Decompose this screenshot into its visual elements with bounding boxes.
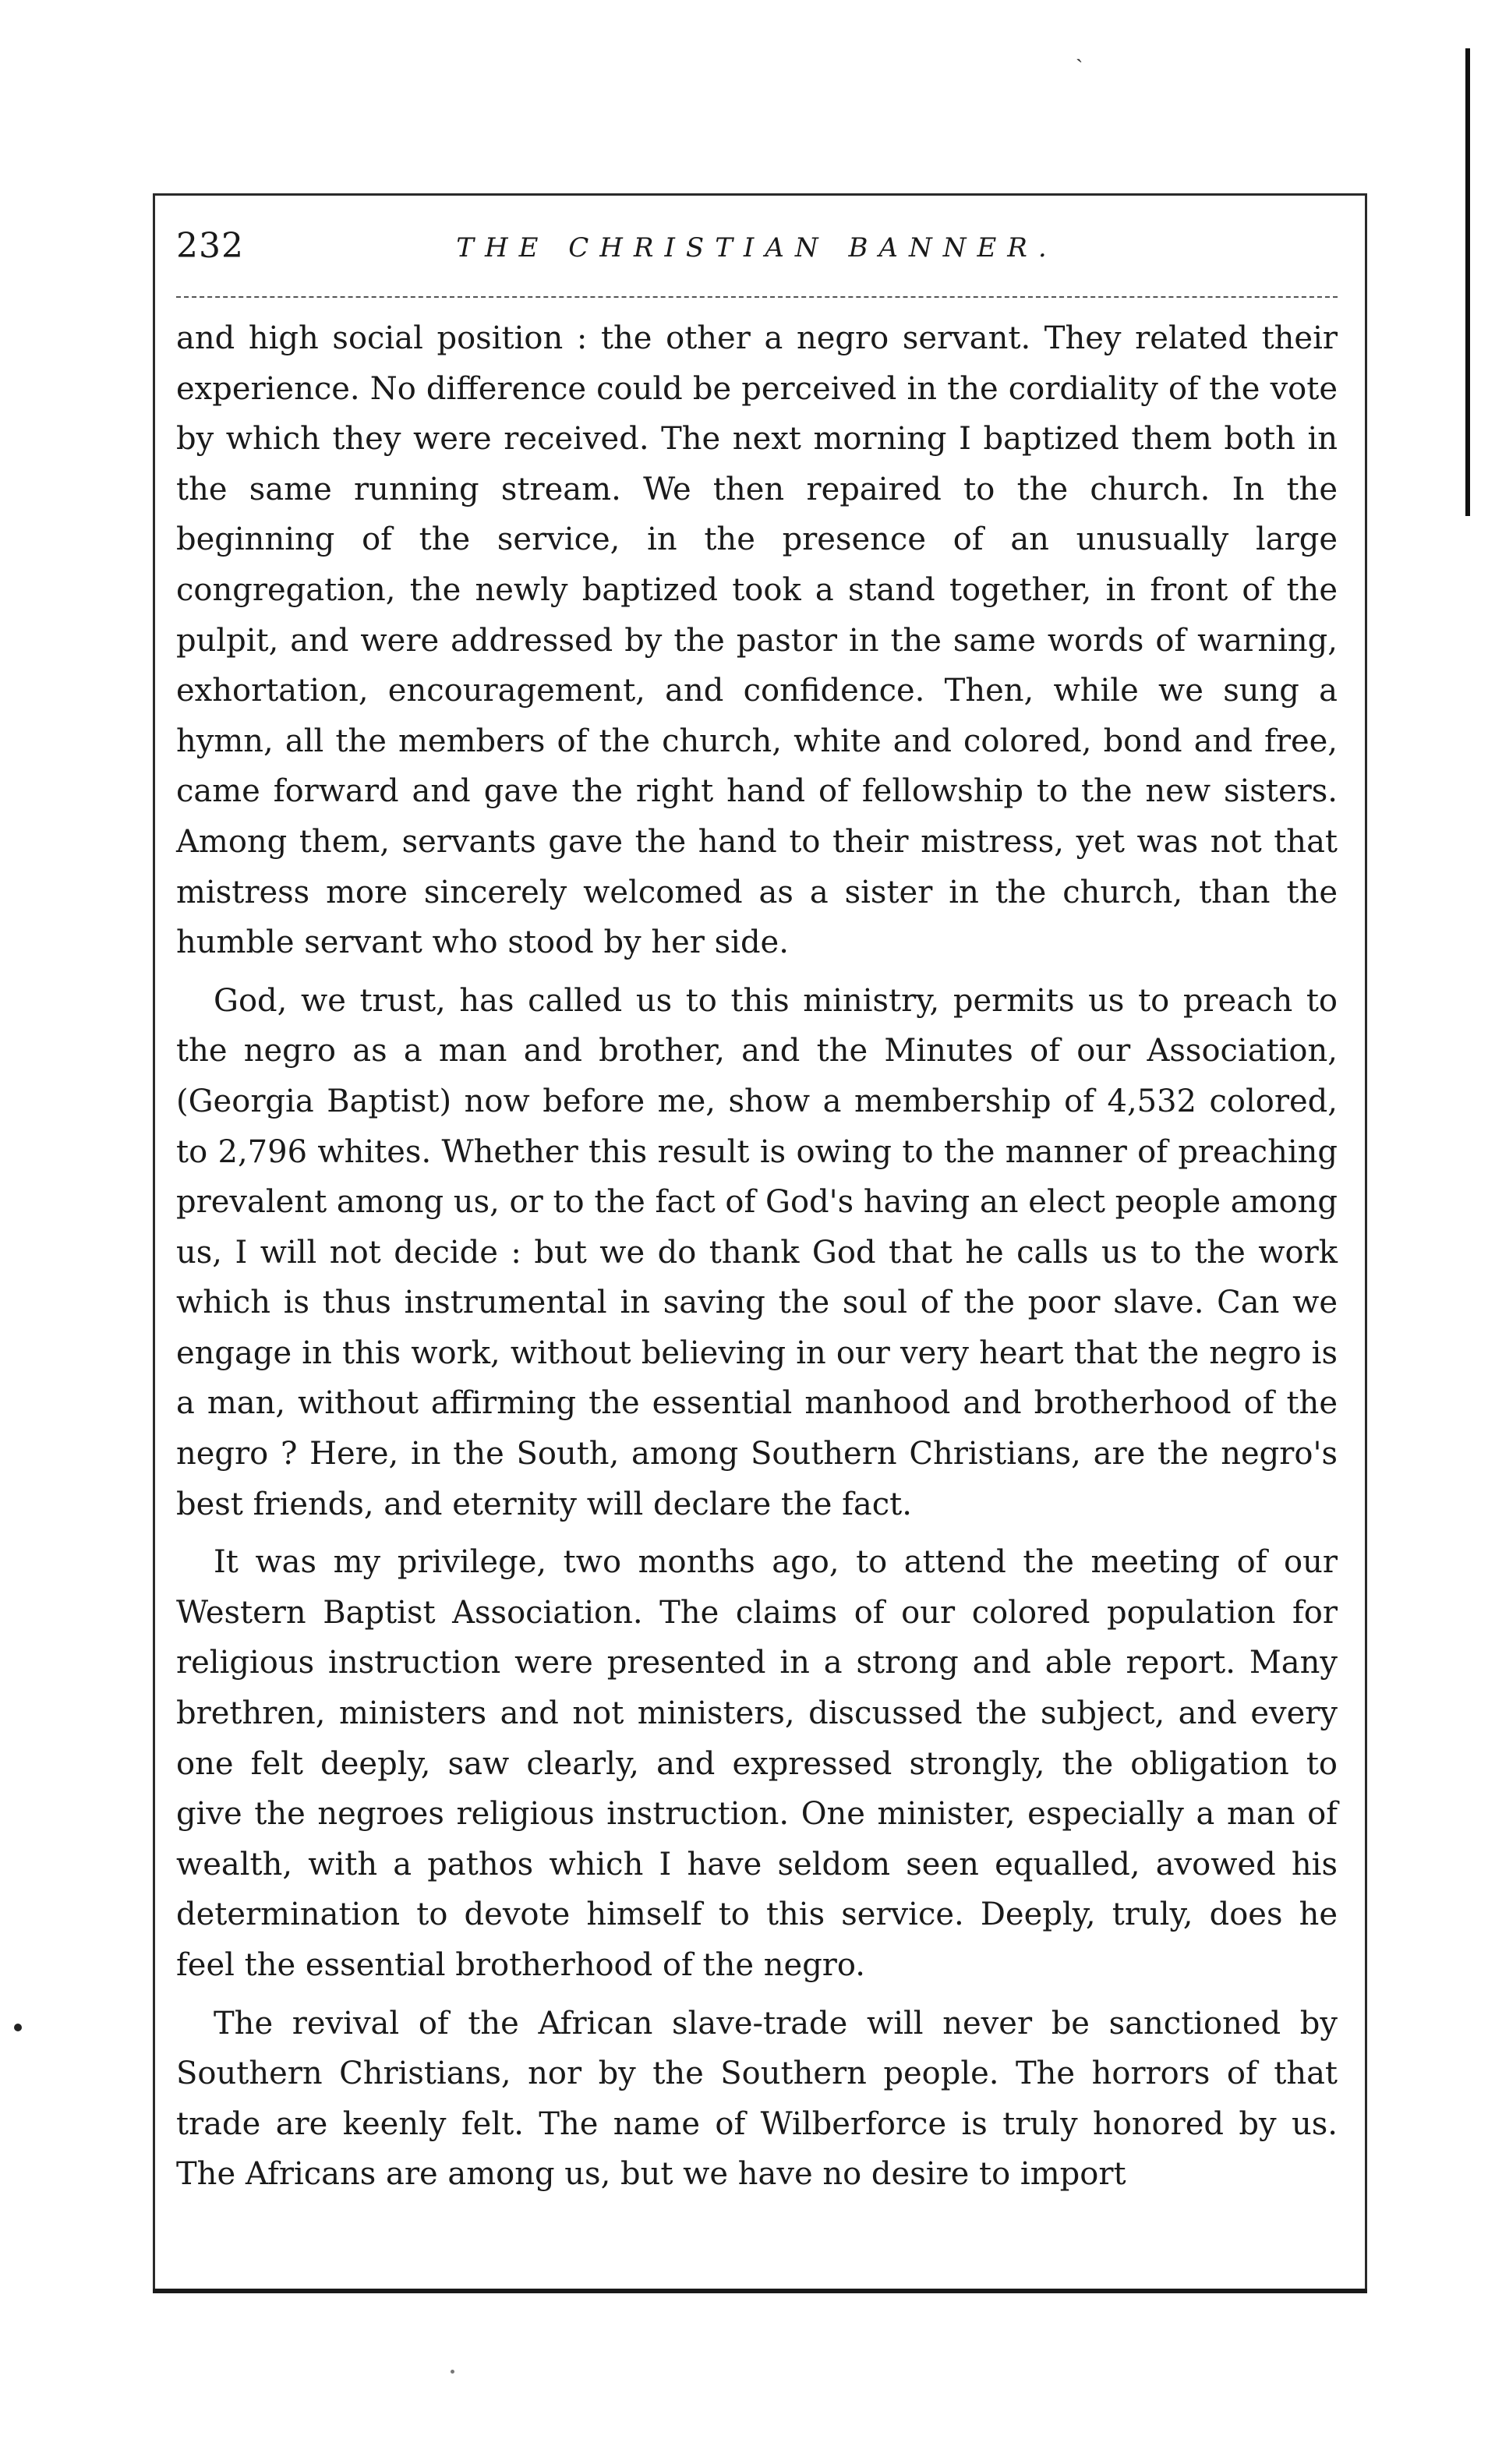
binding-edge <box>1465 48 1470 516</box>
running-title: THE CHRISTIAN BANNER. <box>456 232 1058 263</box>
bottom-dot <box>451 2370 454 2374</box>
top-ink-mark: ˏ <box>1076 37 1083 63</box>
body-text <box>176 313 1338 2208</box>
top-rule <box>153 193 1367 196</box>
paragraph-3: It was my privilege, two months ago, to attend the meeting of our Western Baptist Association. The claims of our colored population for religious instruction were presented in a strong and able report. Many brethren, ministers and not ministers, discussed the subject, and every one felt deeply, saw clearly, and expressed strongly, the obligation to give the negroes religious instruction. One minister, especially a man of wealth, with a pathos which I have seldom seen equalled, avowed his determination to devote himself to this service. Deeply, truly, does he feel the essential brotherhood of the negro. <box>176 1544 1338 1983</box>
bottom-rule <box>153 2289 1367 2293</box>
paragraph-1: and high social position : the other a negro servant. They related their experience. No difference could be perceived in the cordiality of the vote by which they were received. The next morning I baptized them both in the same running stream. We then repaired to the church. In the beginning of the service, in the presence of an unusually large congregation, the newly baptized took a stand together, in front of the pulpit, and were addressed by the pastor in the same words of warning, exhortation, encouragement, and confidence. Then, while we sung a hymn, all the members of the church, white and colored, bond and free, came forward and gave the right hand of fellowship to the new sisters. Among them, servants gave the hand to their mistress, yet was not that mistress more sincerely welcomed as a sister in the church, than the humble servant who stood by her side. <box>176 320 1338 961</box>
paragraph-4: The revival of the African slave-trade will never be sanctioned by Southern Christians, nor by the Southern people. The horrors of that trade are keenly felt. The name of Wilberforce is truly honored by us. The Africans are among us, but we have no desire to import <box>176 2005 1338 2193</box>
header-rule <box>176 296 1338 298</box>
page-number: 232 <box>176 226 244 266</box>
paragraph-2: God, we trust, has called us to this ministry, permits us to preach to the negro as a man and brother, and the Minutes of our Association, (Georgia Baptist) now before me, show a membership of 4,532 colored, to 2,796 whites. Whether this result is owing to the manner of preaching prevalent among us, or to the fact of God's having an elect people among us, I will not decide : but we do thank God that he calls us to the work which is thus instrumental in saving the soul of the poor slave. Can we engage in this work, without believing in our very heart that the negro is a man, without affirming the essential manhood and brotherhood of the negro ? Here, in the South, among Southern Christians, are the negro's best friends, and eternity will declare the fact. <box>176 982 1338 1522</box>
margin-dot <box>14 2024 22 2031</box>
page-header <box>176 226 1338 281</box>
